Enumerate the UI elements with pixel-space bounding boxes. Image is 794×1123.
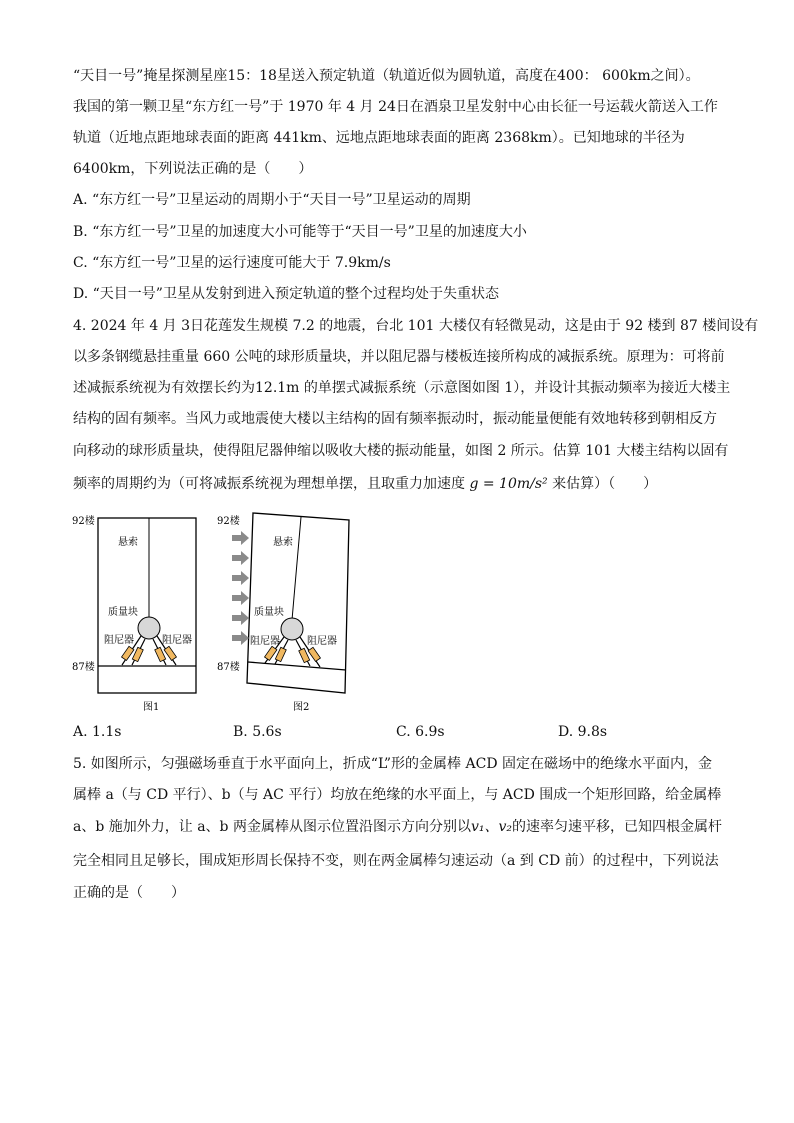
- q4-line-6-text: 频率的周期约为（可将减振系统视为理想单摆，且取重力加速度: [73, 476, 465, 492]
- q4-line-4: 结构的固有频率。当风力或地震使大楼以主结构的固有频率振动时，振动能量便能有效地转移到朝相反方: [73, 411, 717, 427]
- fig1-mass-ball: [138, 617, 160, 639]
- force-arrow-icon: [232, 631, 249, 645]
- q4-line-6-tail: 来估算）（ ）: [552, 476, 658, 492]
- q3-line-1: “天目一号”掩星探测星座15：18星送入预定轨道（轨道近似为圆轨道，高度在400： 600km之间）。: [73, 68, 700, 84]
- fig2-damper-left-label: 阻尼器: [250, 636, 280, 647]
- fig2-cable: [292, 517, 301, 620]
- q3-option-d: D. “天目一号”卫星从发射到进入预定轨道的整个过程均处于失重状态: [73, 286, 499, 302]
- fig2-floor-92-label: 92楼: [217, 516, 240, 527]
- q3-option-b: B. “东方红一号”卫星的加速度大小可能等于“天目一号”卫星的加速度大小: [73, 224, 527, 240]
- fig2-floor-87-line: [248, 662, 346, 670]
- fig1-damper-right-label: 阻尼器: [162, 635, 192, 646]
- q3-option-a: A. “东方红一号”卫星运动的周期小于“天目一号”卫星运动的周期: [73, 192, 471, 208]
- q5-line-3: [73, 817, 722, 837]
- force-arrow-icon: [232, 531, 249, 545]
- q4-line-5: 向移动的球形质量块，使得阻尼器伸缩以吸收大楼的振动能量，如图 2 所示。估算 101 大楼主结构以固有: [73, 443, 729, 459]
- q3-line-2: 我国的第一颗卫星“东方红一号”于 1970 年 4 月 24日在酒泉卫星发射中心由长征一号运载火箭送入工作: [73, 99, 718, 115]
- q5-line-4: 完全相同且足够长，围成矩形周长保持不变，则在两金属棒匀速运动（a 到 CD 前）的过程中，下列说法: [73, 853, 719, 869]
- fig1-building-frame: [98, 518, 196, 693]
- fig2-floor-87-label: 87楼: [217, 662, 240, 673]
- fig2-damper-right-label: 阻尼器: [307, 636, 337, 647]
- figure-2: [215, 508, 355, 714]
- fig1-mass-label: 质量块: [108, 607, 138, 618]
- force-arrow-icon: [232, 591, 249, 605]
- force-arrow-icon: [232, 551, 249, 565]
- q4-line-6: [73, 474, 657, 494]
- q5-line-3-text: a、b 施加外力，让 a、b 两金属棒从图示位置沿图示方向分别以: [73, 819, 471, 835]
- fig1-caption: 图1: [143, 702, 160, 713]
- fig2-mass-label: 质量块: [254, 607, 284, 618]
- fig1-floor-87-label: 87楼: [72, 662, 95, 673]
- q3-option-c: C. “东方红一号”卫星的运行速度可能大于 7.9km/s: [73, 255, 391, 271]
- q4-line-1: 4. 2024 年 4 月 3日花莲发生规模 7.2 的地震，台北 101 大楼仅有轻微晃动，这是由于 92 楼到 87 楼间设有: [73, 318, 759, 334]
- q4-option-c: C. 6.9s: [396, 724, 445, 740]
- q4-option-d: D. 9.8s: [558, 724, 608, 740]
- q4-option-b: B. 5.6s: [233, 724, 282, 740]
- fig2-force-arrows: [232, 531, 249, 645]
- fig2-mass-ball: [281, 618, 303, 640]
- q5-velocity-symbols: v₁、v₂: [470, 819, 513, 835]
- gravity-formula: g = 10m/s²: [469, 476, 548, 492]
- fig1-floor-92-label: 92楼: [72, 516, 95, 527]
- force-arrow-icon: [232, 571, 249, 585]
- q4-line-2: 以多条钢缆悬挂重量 660 公吨的球形质量块，并以阻尼器与楼板连接所构成的减振系统。原理为：可将前: [73, 349, 725, 365]
- q3-line-4: 6400km，下列说法正确的是（ ）: [73, 161, 313, 177]
- fig2-caption: 图2: [293, 702, 310, 713]
- q4-option-a: A. 1.1s: [73, 724, 122, 740]
- q5-line-5: 正确的是（ ）: [73, 885, 185, 901]
- force-arrow-icon: [232, 611, 249, 625]
- q5-line-2: 属棒 a（与 CD 平行）、b（与 AC 平行）均放在绝缘的水平面上，与 ACD 围成一个矩形回路，给金属棒: [73, 787, 722, 803]
- fig1-cable-label: 悬索: [118, 537, 138, 548]
- figure-1: [70, 508, 210, 714]
- q5-line-3-tail: 的速率匀速平移，已知四根金属杆: [512, 819, 723, 835]
- fig1-damper-left-label: 阻尼器: [104, 635, 134, 646]
- q4-line-3: 述减振系统视为有效摆长约为12.1m 的单摆式减振系统（示意图如图 1），并设计其振动频率为接近大楼主: [73, 380, 731, 396]
- q5-line-1: 5. 如图所示，匀强磁场垂直于水平面向上，折成“L”形的金属棒 ACD 固定在磁场中的绝缘水平面内，金: [73, 756, 713, 772]
- q3-line-3: 轨道（近地点距地球表面的距离 441km、远地点距地球表面的距离 2368km）。已知地球的半径为: [73, 130, 685, 146]
- fig2-cable-label: 悬索: [273, 537, 293, 548]
